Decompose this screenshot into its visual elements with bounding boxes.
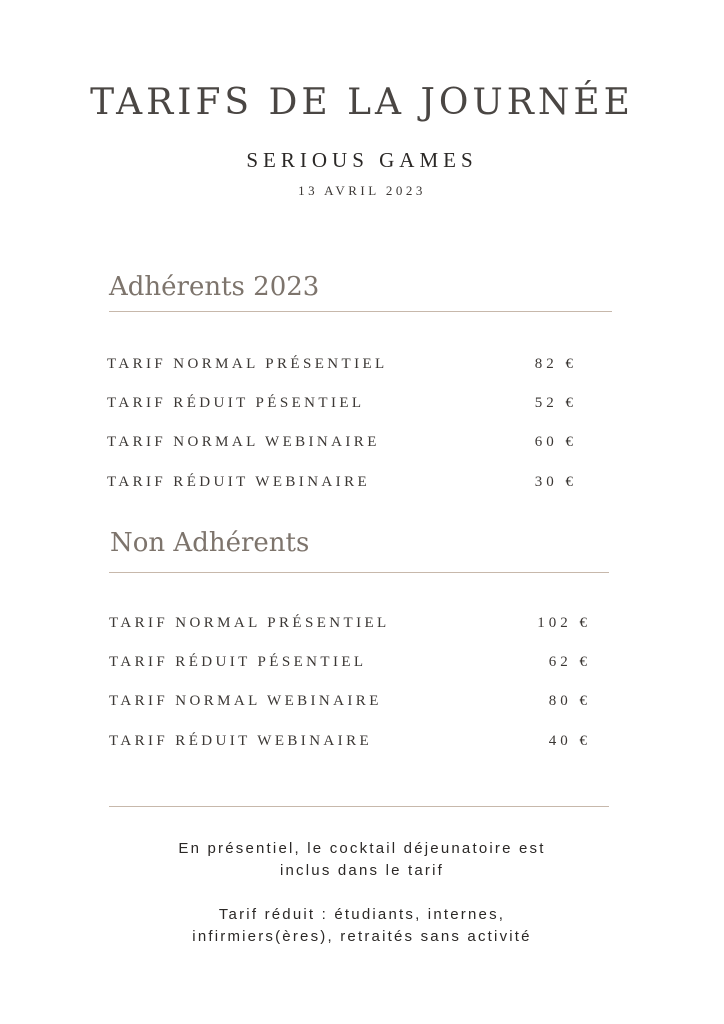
note-line: En présentiel, le cocktail déjeunatoire est (178, 840, 546, 857)
price-label: TARIF RÉDUIT PÉSENTIEL (109, 654, 367, 670)
price-value: 102 € (537, 615, 591, 631)
divider (109, 311, 612, 312)
price-value: 80 € (548, 693, 591, 709)
price-row (109, 693, 591, 713)
note-line: infirmiers(ères), retraités sans activité (192, 928, 532, 945)
section-heading-non-members: Non Adhérents (110, 528, 310, 558)
page-title: TARIFS DE LA JOURNÉE (90, 82, 634, 123)
divider (109, 572, 609, 573)
price-row (109, 733, 591, 753)
price-value: 82 € (534, 356, 577, 372)
price-row (109, 615, 591, 635)
price-label: TARIF NORMAL WEBINAIRE (109, 693, 382, 709)
price-row (107, 356, 577, 376)
cocktail-note (112, 838, 612, 882)
price-label: TARIF RÉDUIT WEBINAIRE (109, 733, 373, 749)
price-row (109, 654, 591, 674)
note-line: inclus dans le tarif (279, 862, 445, 879)
price-value: 52 € (534, 395, 577, 411)
divider (109, 806, 609, 807)
price-label: TARIF RÉDUIT WEBINAIRE (107, 474, 371, 490)
section-heading-members: Adhérents 2023 (109, 272, 320, 302)
price-value: 30 € (534, 474, 577, 490)
price-label: TARIF NORMAL WEBINAIRE (107, 434, 380, 450)
note-line: Tarif réduit : étudiants, internes, (218, 906, 506, 923)
event-subtitle: SERIOUS GAMES (246, 148, 478, 172)
price-row (107, 395, 577, 415)
price-value: 62 € (548, 654, 591, 670)
price-row (107, 434, 577, 454)
price-label: TARIF RÉDUIT PÉSENTIEL (107, 395, 365, 411)
price-value: 40 € (548, 733, 591, 749)
price-value: 60 € (534, 434, 577, 450)
price-label: TARIF NORMAL PRÉSENTIEL (109, 615, 390, 631)
price-row (107, 474, 577, 494)
price-label: TARIF NORMAL PRÉSENTIEL (107, 356, 388, 372)
reduced-rate-note (112, 904, 612, 948)
event-date: 13 AVRIL 2023 (298, 183, 426, 198)
